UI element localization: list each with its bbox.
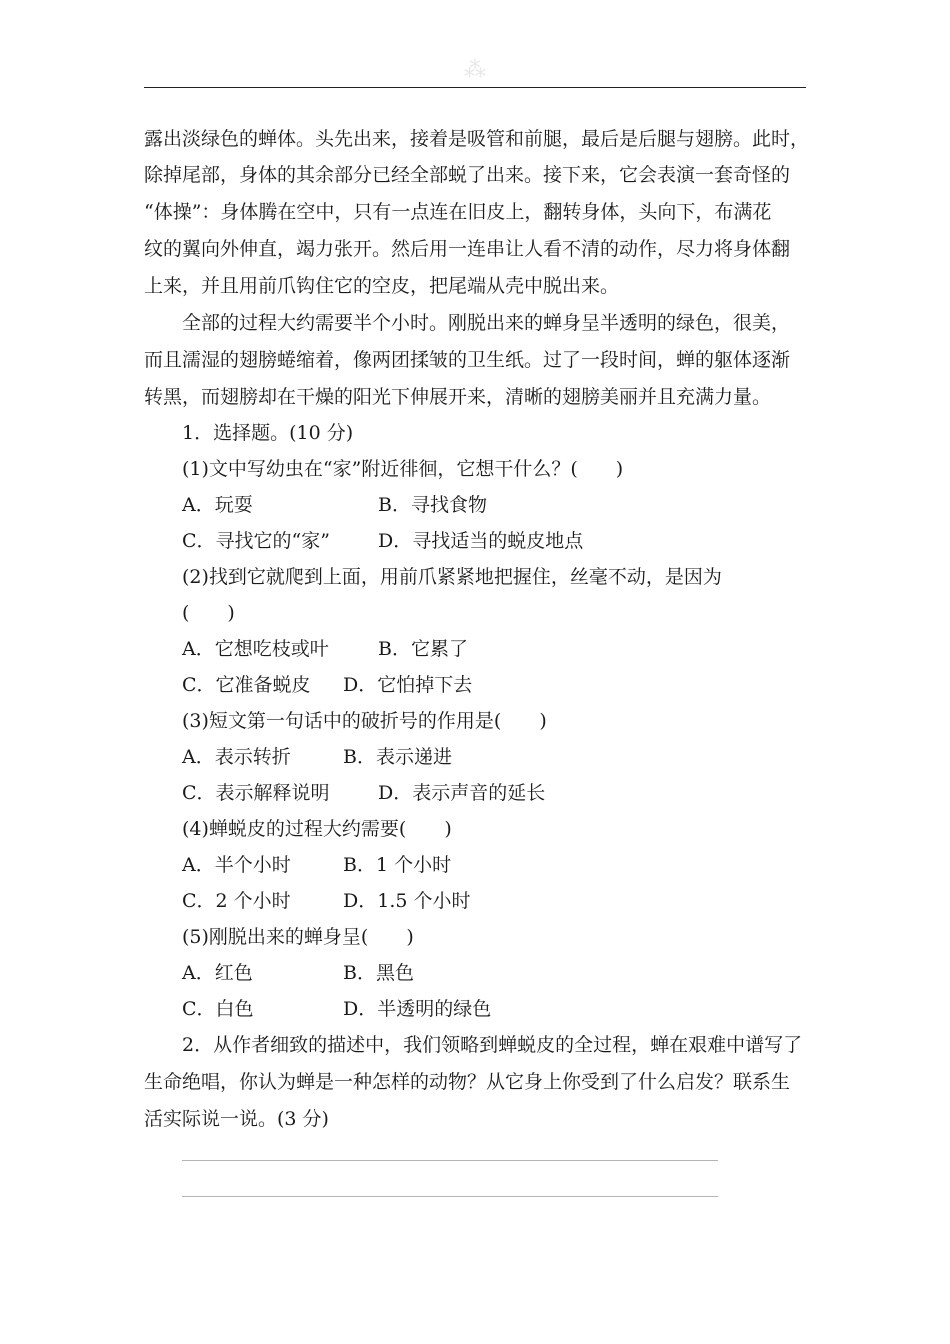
option-a: A．表示转折 xyxy=(182,746,291,768)
option-c: C．白色 xyxy=(182,998,254,1020)
option-b: B．寻找食物 xyxy=(378,494,487,516)
question-2-line: 活实际说一说。(3 分) xyxy=(144,1108,329,1130)
option-b: B．1 个小时 xyxy=(343,854,452,876)
option-c: C．寻找它的“家” xyxy=(182,530,330,552)
option-d: D．1.5 个小时 xyxy=(343,890,471,912)
question-stem: (1)文中写幼虫在“家”附近徘徊，它想干什么？( ) xyxy=(182,458,624,480)
question-1-title: 1．选择题。(10 分) xyxy=(182,422,354,444)
passage-line: 转黑，而翅膀却在干燥的阳光下伸展开来，清晰的翅膀美丽并且充满力量。 xyxy=(144,386,772,408)
watermark-logo: ⁂ xyxy=(464,58,486,83)
option-a: A．半个小时 xyxy=(182,854,291,876)
passage-line: 全部的过程大约需要半个小时。刚脱出来的蝉身呈半透明的绿色，很美， xyxy=(182,312,791,334)
question-2-line: 生命绝唱，你认为蝉是一种怎样的动物？从它身上你受到了什么启发？联系生 xyxy=(144,1071,791,1093)
option-a: A．红色 xyxy=(182,962,253,984)
question-stem-continuation: ( ) xyxy=(182,602,235,624)
question-stem: (3)短文第一句话中的破折号的作用是( ) xyxy=(182,710,547,732)
option-a: A．玩耍 xyxy=(182,494,253,516)
option-d: D．寻找适当的蜕皮地点 xyxy=(378,530,584,552)
answer-line[interactable] xyxy=(182,1160,718,1161)
passage-line: “体操”：身体腾在空中，只有一点连在旧皮上，翻转身体，头向下，布满花 xyxy=(144,201,772,223)
passage-line: 露出淡绿色的蝉体。头先出来，接着是吸管和前腿，最后是后腿与翅膀。此时， xyxy=(144,128,810,150)
option-c: C．2 个小时 xyxy=(182,890,291,912)
option-b: B．黑色 xyxy=(343,962,414,984)
question-stem: (4)蝉蜕皮的过程大约需要( ) xyxy=(182,818,452,840)
passage-line: 而且濡湿的翅膀蜷缩着，像两团揉皱的卫生纸。过了一段时间，蝉的躯体逐渐 xyxy=(144,349,791,371)
option-b: B．它累了 xyxy=(378,638,468,660)
question-stem: (2)找到它就爬到上面，用前爪紧紧地把握住，丝毫不动，是因为 xyxy=(182,566,722,588)
passage-line: 纹的翼向外伸直，竭力张开。然后用一连串让人看不清的动作，尽力将身体翻 xyxy=(144,238,791,260)
passage-line: 上来，并且用前爪钩住它的空皮，把尾端从壳中脱出来。 xyxy=(144,275,620,297)
question-2-line: 2．从作者细致的描述中，我们领略到蝉蜕皮的全过程，蝉在艰难中谱写了 xyxy=(182,1034,803,1056)
question-stem: (5)刚脱出来的蝉身呈( ) xyxy=(182,926,414,948)
option-c: C．它准备蜕皮 xyxy=(182,674,311,696)
option-a: A．它想吃枝或叶 xyxy=(182,638,329,660)
answer-line[interactable] xyxy=(182,1196,718,1197)
option-d: D．表示声音的延长 xyxy=(378,782,546,804)
option-d: D．它怕掉下去 xyxy=(343,674,473,696)
option-b: B．表示递进 xyxy=(343,746,452,768)
option-d: D．半透明的绿色 xyxy=(343,998,492,1020)
option-c: C．表示解释说明 xyxy=(182,782,330,804)
passage-line: 除掉尾部，身体的其余部分已经全部蜕了出来。接下来，它会表演一套奇怪的 xyxy=(144,164,791,186)
